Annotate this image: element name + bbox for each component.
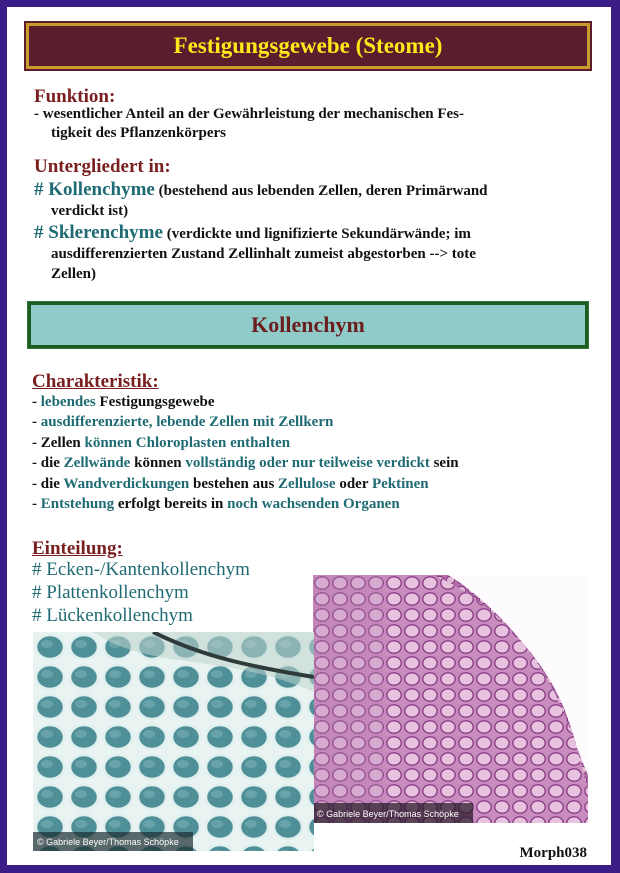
charakteristik-text-run: -: [32, 394, 41, 410]
charakteristik-text-run: Festigungsgewebe: [99, 394, 215, 410]
charakteristik-text-run: Zellulose: [278, 476, 340, 492]
charakteristik-text-run: wachsenden Organen: [261, 496, 400, 512]
kollenchyme-desc-2: verdickt ist): [51, 203, 129, 219]
einteilung-type-1: # Ecken-/Kantenkollenchym: [32, 559, 250, 580]
left-image-credit: © Gabriele Beyer/Thomas Schöpke: [37, 837, 179, 847]
charakteristik-text-run: bestehen aus: [193, 476, 279, 492]
micrograph-left: [33, 632, 314, 851]
section-banner: [31, 305, 585, 345]
charakteristik-item: [32, 496, 400, 513]
einteilung-heading: Einteilung:: [32, 538, 123, 559]
charakteristik-text-run: Wandverdickungen: [63, 476, 194, 492]
charakteristik-item: [32, 455, 459, 472]
sklerenchyme-desc-2: ausdifferenzierten Zustand Zellinhalt zumeist abgestorben --> tote: [51, 246, 476, 262]
charakteristik-text-run: Zellwände: [63, 455, 135, 471]
charakteristik-item: [32, 435, 290, 452]
charakteristik-text-run: vollständig oder nur teilweise verdickt: [185, 455, 434, 471]
sklerenchyme-label: # Sklerenchyme: [34, 222, 163, 243]
page-id: Morph038: [519, 845, 587, 861]
charakteristik-text-run: - die: [32, 455, 64, 471]
sklerenchyme-item: [34, 222, 471, 244]
untergliedert-heading: Untergliedert in:: [34, 156, 171, 177]
charakteristik-text-run: -: [32, 414, 41, 430]
charakteristik-item: [32, 414, 333, 431]
funktion-line-1: - wesentlicher Anteil an der Gewährleistung der mechanischen Fes-: [34, 106, 464, 122]
funktion-heading: Funktion:: [34, 86, 116, 107]
charakteristik-text-run: ausdifferenzierte, lebende Zellen mit Zellkern: [40, 414, 334, 430]
charakteristik-text-run: - die: [32, 476, 64, 492]
page-title: Festigungsgewebe (Steome): [173, 33, 443, 58]
right-image-credit: © Gabriele Beyer/Thomas Schöpke: [317, 809, 459, 819]
charakteristik-text-run: sein: [433, 455, 459, 471]
charakteristik-heading: Charakteristik:: [32, 371, 159, 392]
charakteristik-text-run: -: [32, 496, 41, 512]
charakteristik-text-run: Pektinen: [371, 476, 429, 492]
kollenchyme-desc: (bestehend aus lebenden Zellen, deren Primärwand: [154, 183, 488, 199]
charakteristik-text-run: können: [134, 455, 186, 471]
einteilung-type-3: # Lückenkollenchym: [32, 605, 193, 626]
kollenchyme-label: # Kollenchyme: [34, 179, 155, 200]
charakteristik-text-run: oder: [339, 476, 372, 492]
sklerenchyme-desc: (verdickte und lignifizierte Sekundärwände; im: [162, 226, 471, 242]
charakteristik-text-run: lebendes: [40, 394, 100, 410]
charakteristik-text-run: Entstehung: [40, 496, 118, 512]
section-title: Kollenchym: [251, 312, 365, 337]
charakteristik-item: [32, 476, 429, 493]
title-banner: [29, 26, 587, 66]
charakteristik-item: [32, 394, 215, 411]
kollenchyme-item: [34, 179, 488, 201]
micrograph-right: [313, 575, 588, 823]
funktion-line-2: tigkeit des Pflanzenkörpers: [51, 125, 226, 141]
charakteristik-text-run: können Chloroplasten enthalten: [84, 435, 291, 451]
charakteristik-text-run: erfolgt bereits in: [117, 496, 228, 512]
charakteristik-text-run: - Zellen: [32, 435, 85, 451]
sklerenchyme-desc-3: Zellen): [51, 266, 96, 282]
charakteristik-text-run: noch: [227, 496, 262, 512]
einteilung-type-2: # Plattenkollenchym: [32, 582, 189, 603]
